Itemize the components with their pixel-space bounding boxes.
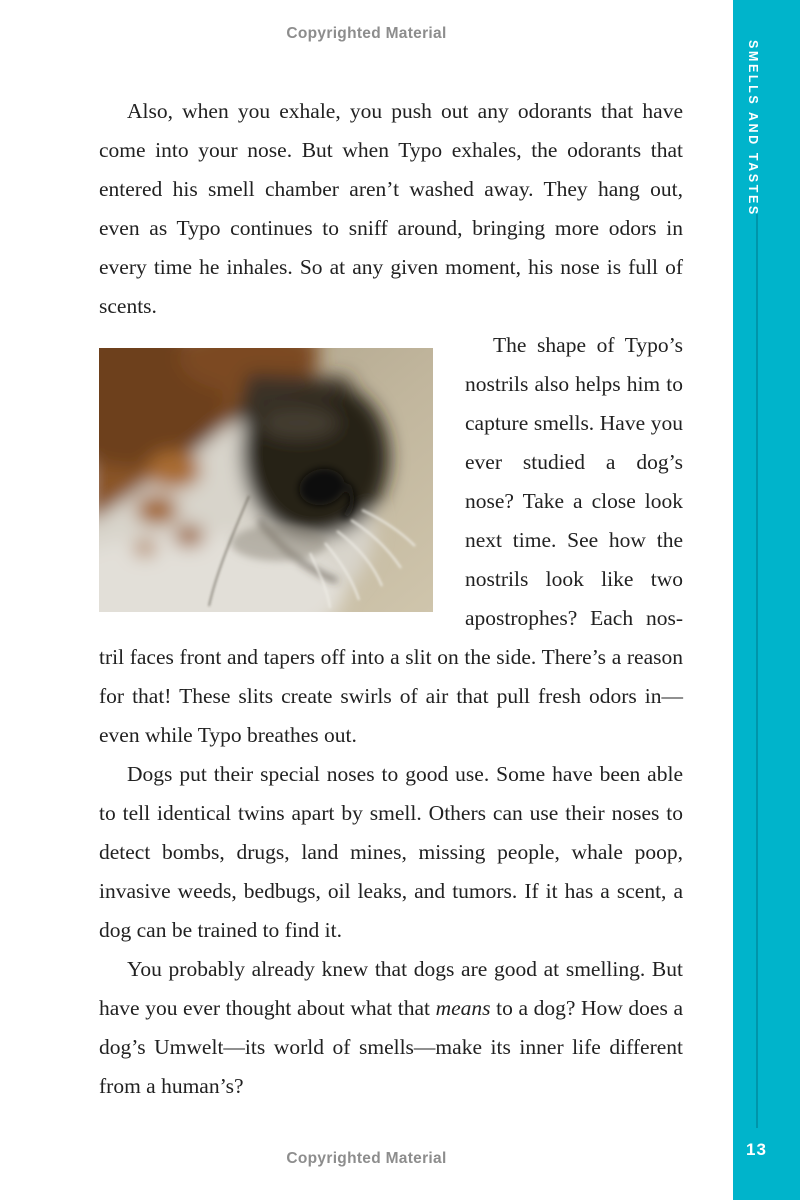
sidebar-rule: [756, 214, 758, 1128]
paragraph-nostrils: The shape of Typo’s nostrils also helps him to capture smells. Have you ever studied a dog’s nose? Take a close look next time. See how the nostrils look like two apostrophes? Each nostril faces front and tapers off into a slit on the side. There’s a reason for that! These slits create swirls of air that pull fresh odors in—even while Typo breathes out.: [99, 333, 683, 747]
paragraph-umwelt-end: to a dog? How does a dog’s Umwelt—its world of smells—make its inner life different from a human’s?: [99, 996, 683, 1098]
chapter-edge-tab: [733, 0, 800, 1200]
paragraph-exhale: Also, when you exhale, you push out any odorants that have come into your nose. But when Typo exhales, the odorants that entered his smell chamber aren’t washed away. They hang out, even as Typo continues to sniff around, bringing more odors in every time he inhales. So at any given moment, his nose is full of scents.: [99, 99, 683, 318]
dog-nose-photo-illustration: [99, 348, 433, 612]
page-number: 13: [746, 1140, 767, 1159]
copyright-notice-top: Copyrighted Material: [286, 25, 447, 42]
paragraph-umwelt: [99, 950, 683, 1106]
paragraph-special-noses: Dogs put their special noses to good use. Some have been able to tell identical twins apart by smell. Others can use their noses to detect bombs, drugs, land mines, missing people, whale poop, invasive weeds, bedbugs, oil leaks, and tumors. If it has a scent, a dog can be trained to find it.: [99, 762, 683, 942]
body-text: [99, 92, 683, 1106]
paragraph-umwelt-italic-word: means: [435, 996, 491, 1020]
dog-nose-photo: [99, 348, 433, 612]
paragraph-umwelt-start: You probably already knew that dogs are good at smelling. But have you ever thought about what that: [99, 957, 683, 1020]
chapter-title-vertical: SMELLS AND TASTES: [746, 40, 760, 217]
copyright-notice-bottom: Copyrighted Material: [286, 1150, 447, 1167]
